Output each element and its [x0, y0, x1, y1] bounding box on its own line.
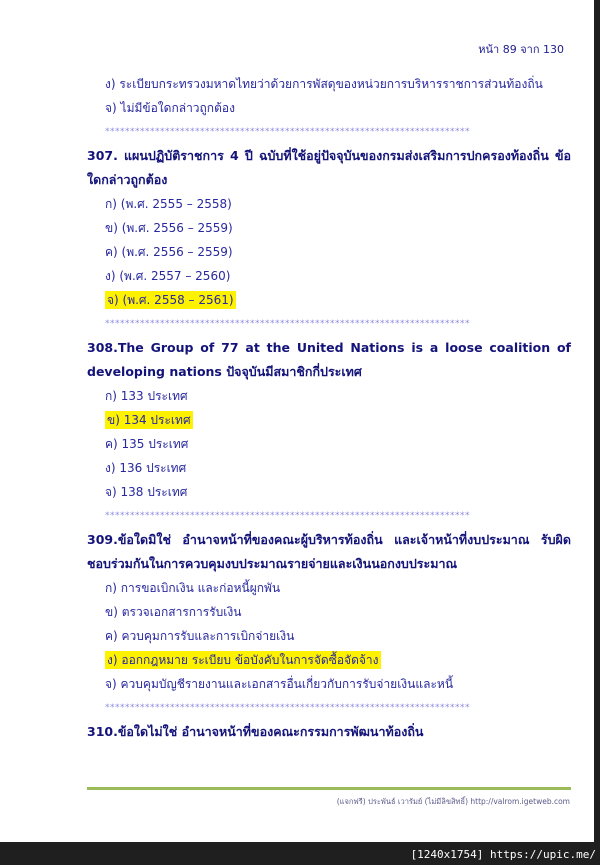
answer-option-highlighted [87, 288, 571, 312]
footer-text: (แจกฟรี) ประพันธ์ เวารัมย์ (ไม่มีลิขสิทธิ์) http://valrom.igetweb.com [336, 797, 570, 806]
answer-option: จ) 138 ประเทศ [105, 485, 188, 499]
answer-option: ก) การขอเบิกเงิน และก่อหนี้ผูกพัน [105, 581, 281, 595]
answer-option: ค) ควบคุมการรับและการเบิกจ่ายเงิน [105, 629, 295, 643]
question-text: 307. แผนปฏิบัติราชการ 4 ปี ฉบับที่ใช้อยู่ปัจจุบันของกรมส่งเสริมการปกครองท้องถิ่น ข้อใดกล่าวถูกต้อง [87, 148, 571, 187]
answer-option: ง) (พ.ศ. 2557 – 2560) [105, 269, 231, 283]
question-text: 310.ข้อใดไม่ใช่ อำนาจหน้าที่ของคณะกรรมการพัฒนาท้องถิ่น [87, 724, 424, 739]
highlighted-answer: ข) 134 ประเทศ [107, 413, 191, 427]
highlighted-answer: ง) ออกกฎหมาย ระเบียบ ข้อบังคับในการจัดซื้อจัดจ้าง [107, 653, 379, 667]
answer-option: จ) ควบคุมบัญชีรายงานและเอกสารอื่นเกี่ยวกับการรับจ่ายเงินและหนี้ [105, 677, 454, 691]
answer-option: จ) ไม่มีข้อใดกล่าวถูกต้อง [105, 101, 235, 115]
answer-option: ค) 135 ประเทศ [105, 437, 189, 451]
image-credit: [1240x1754] https://upic.me/ [410, 848, 596, 861]
highlighted-answer: จ) (พ.ศ. 2558 – 2561) [107, 293, 234, 307]
separator: ************************************************************************* [105, 127, 470, 137]
answer-option-highlighted [87, 648, 571, 672]
answer-option: ง) ระเบียบกระทรวงมหาดไทยว่าด้วยการพัสดุของหน่วยการบริหารราชการส่วนท้องถิ่น [105, 77, 543, 91]
answer-option: ค) (พ.ศ. 2556 – 2559) [105, 245, 233, 259]
question-text: 308.The Group of 77 at the United Nations is a loose coalition of developing nations ปัจจุบันมีสมาชิกกี่ประเทศ [87, 340, 571, 379]
footer-divider [87, 787, 571, 790]
answer-option: ง) 136 ประเทศ [105, 461, 187, 475]
answer-option: ข) ตรวจเอกสารการรับเงิน [105, 605, 242, 619]
answer-option: ก) (พ.ศ. 2555 – 2558) [105, 197, 232, 211]
separator: ************************************************************************* [105, 511, 470, 521]
document-content [87, 72, 571, 744]
answer-option: ก) 133 ประเทศ [105, 389, 188, 403]
separator: ************************************************************************* [105, 319, 470, 329]
separator: ************************************************************************* [105, 703, 470, 713]
page-number: หน้า 89 จาก 130 [478, 43, 564, 56]
answer-option: ข) (พ.ศ. 2556 – 2559) [105, 221, 233, 235]
question-text: 309.ข้อใดมิใช่ อำนาจหน้าที่ของคณะผู้บริหารท้องถิ่น และเจ้าหน้าที่งบประมาณ รับผิดชอบร่วมกันในการควบคุมงบประมาณรายจ่ายและเงินนอกงบประมาณ [87, 532, 571, 571]
answer-option-highlighted [87, 408, 571, 432]
